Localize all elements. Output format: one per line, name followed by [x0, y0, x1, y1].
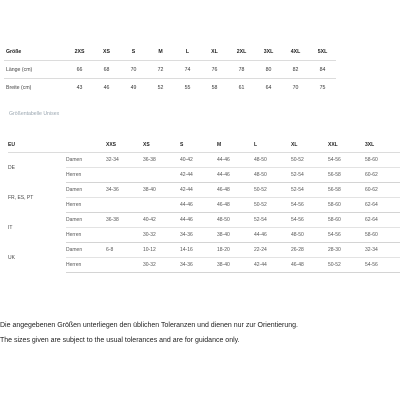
measurement-value: 70: [292, 84, 299, 91]
conversion-value: 30-32: [143, 228, 180, 243]
size-header-cell: 2XL: [228, 43, 255, 61]
conversion-header-row: [8, 138, 400, 153]
conversion-value: 42-44: [180, 183, 217, 198]
conversion-header-spacer: [66, 138, 106, 153]
conversion-header-cell: XL: [291, 138, 328, 153]
measurement-value: 55: [184, 84, 191, 91]
conversion-value: 42-44: [254, 258, 291, 273]
conversion-value: 22-24: [254, 243, 291, 258]
conversion-value: 48-50: [217, 213, 254, 228]
conversion-value: 58-60: [328, 213, 365, 228]
conversion-value: 50-52: [291, 153, 328, 168]
size-header-cell: 4XL: [282, 43, 309, 61]
conversion-value: 50-52: [328, 258, 365, 273]
conversion-value: 32-34: [106, 153, 143, 168]
conversion-value: [143, 168, 180, 183]
conversion-value: 44-46: [254, 228, 291, 243]
conversion-value: 62-64: [365, 213, 400, 228]
size-measurement-table: [4, 43, 336, 96]
measurement-value: 43: [76, 84, 83, 91]
conversion-value: 38-40: [143, 183, 180, 198]
conversion-header-cell: L: [254, 138, 291, 153]
measurement-value: 66: [66, 61, 93, 79]
conversion-value: 52-54: [291, 168, 328, 183]
conversion-value: 36-38: [143, 153, 180, 168]
size-header-cell: XS: [93, 43, 120, 61]
measurement-label: Breite (cm): [6, 84, 32, 91]
conversion-value: [106, 168, 143, 183]
size-header-cell: 2XS: [66, 43, 93, 61]
disclaimer-english: The sizes given are subject to the usual tolerances and are for guidance only.: [0, 337, 240, 344]
conversion-value: 10-12: [143, 243, 180, 258]
conversion-value: 48-50: [254, 153, 291, 168]
conversion-value: 58-60: [365, 228, 400, 243]
conversion-value: 32-34: [365, 243, 400, 258]
conversion-value: 48-50: [291, 228, 328, 243]
conversion-value: 56-58: [328, 183, 365, 198]
conversion-value: 44-46: [217, 153, 254, 168]
disclaimer-german: Die angegebenen Größen unterliegen den üblichen Toleranzen und dienen nur zur Orientierung.: [0, 322, 298, 329]
size-header-cell: L: [174, 43, 201, 61]
measurement-value: 46: [103, 84, 110, 91]
measurement-value: 58: [211, 84, 218, 91]
measurement-value: 76: [201, 61, 228, 79]
conversion-header-cell: XXL: [328, 138, 365, 153]
gender-label: Damen: [66, 243, 106, 258]
conversion-value: 62-64: [365, 198, 400, 213]
conversion-value: 34-36: [180, 258, 217, 273]
conversion-value: 40-42: [180, 153, 217, 168]
measurement-value: 61: [238, 84, 245, 91]
conversion-value: 6-8: [106, 243, 143, 258]
conversion-header-label: EU: [8, 138, 66, 153]
conversion-value: [106, 198, 143, 213]
conversion-value: 52-54: [254, 213, 291, 228]
conversion-value: 18-20: [217, 243, 254, 258]
measurement-value: 52: [157, 84, 164, 91]
conversion-value: 44-46: [217, 168, 254, 183]
conversion-value: 60-62: [365, 168, 400, 183]
conversion-value: 56-58: [328, 168, 365, 183]
conversion-value: 58-60: [328, 198, 365, 213]
measurement-label: Länge (cm): [4, 61, 66, 79]
conversion-value: [106, 228, 143, 243]
measurement-value: 68: [93, 61, 120, 79]
conversion-value: 36-38: [106, 213, 143, 228]
conversion-value: 46-48: [217, 198, 254, 213]
conversion-value: 34-36: [180, 228, 217, 243]
size-header-cell: XL: [201, 43, 228, 61]
conversion-value: [143, 198, 180, 213]
measurement-value: 78: [228, 61, 255, 79]
size-header-row: [4, 43, 336, 61]
conversion-value: 54-56: [328, 153, 365, 168]
conversion-value: 54-56: [328, 228, 365, 243]
conversion-row: [8, 153, 400, 168]
disclaimer-notes: [0, 322, 298, 344]
conversion-row: [8, 168, 400, 183]
conversion-header-cell: S: [180, 138, 217, 153]
measurement-value: 74: [174, 61, 201, 79]
conversion-value: 50-52: [254, 183, 291, 198]
conversion-value: 60-62: [365, 183, 400, 198]
conversion-value: 42-44: [180, 168, 217, 183]
conversion-header-cell: XS: [143, 138, 180, 153]
measurement-value: 80: [255, 61, 282, 79]
conversion-header-cell: XXS: [106, 138, 143, 153]
conversion-value: 40-42: [143, 213, 180, 228]
measurement-value: 75: [319, 84, 326, 91]
country-label: DE: [8, 164, 15, 171]
conversion-value: 58-60: [365, 153, 400, 168]
country-label: UK: [8, 254, 15, 261]
conversion-row: [8, 243, 400, 258]
conversion-row: [8, 258, 400, 273]
gender-label: Herren: [66, 258, 106, 273]
size-header-cell: 3XL: [255, 43, 282, 61]
country-label: FR, ES, PT: [8, 194, 34, 201]
conversion-value: 54-56: [365, 258, 400, 273]
measurement-value: 84: [309, 61, 336, 79]
conversion-row: [8, 228, 400, 243]
conversion-value: 50-52: [254, 198, 291, 213]
conversion-value: 48-50: [254, 168, 291, 183]
size-header-label: Größe: [4, 43, 66, 61]
conversion-value: 44-46: [180, 198, 217, 213]
conversion-value: 44-46: [180, 213, 217, 228]
conversion-table-title: Größentabelle Unisex: [9, 111, 60, 117]
gender-label: Damen: [66, 153, 106, 168]
conversion-row: [8, 183, 400, 198]
size-conversion-table: [8, 138, 400, 273]
measurement-value: 49: [130, 84, 137, 91]
gender-label: Damen: [66, 213, 106, 228]
conversion-value: [106, 258, 143, 273]
conversion-value: 38-40: [217, 258, 254, 273]
conversion-value: 28-30: [328, 243, 365, 258]
conversion-value: 54-56: [291, 198, 328, 213]
conversion-row: [8, 198, 400, 213]
conversion-value: 46-48: [217, 183, 254, 198]
measurement-value: 64: [265, 84, 272, 91]
conversion-value: 52-54: [291, 183, 328, 198]
gender-label: Damen: [66, 183, 106, 198]
measurement-value: 72: [147, 61, 174, 79]
conversion-header-cell: 3XL: [365, 138, 400, 153]
size-header-cell: M: [147, 43, 174, 61]
measurement-row: [4, 61, 336, 79]
conversion-value: 38-40: [217, 228, 254, 243]
conversion-value: 34-36: [106, 183, 143, 198]
country-label: IT: [8, 224, 13, 231]
conversion-value: 14-16: [180, 243, 217, 258]
measurement-row: [4, 79, 336, 97]
measurement-value: 70: [120, 61, 147, 79]
conversion-header-cell: M: [217, 138, 254, 153]
measurement-value: 82: [282, 61, 309, 79]
conversion-value: 46-48: [291, 258, 328, 273]
gender-label: Herren: [66, 168, 106, 183]
conversion-row: [8, 213, 400, 228]
conversion-value: 26-28: [291, 243, 328, 258]
size-header-cell: 5XL: [309, 43, 336, 61]
conversion-value: 30-32: [143, 258, 180, 273]
conversion-value: 54-56: [291, 213, 328, 228]
gender-label: Herren: [66, 198, 106, 213]
gender-label: Herren: [66, 228, 106, 243]
size-header-cell: S: [120, 43, 147, 61]
